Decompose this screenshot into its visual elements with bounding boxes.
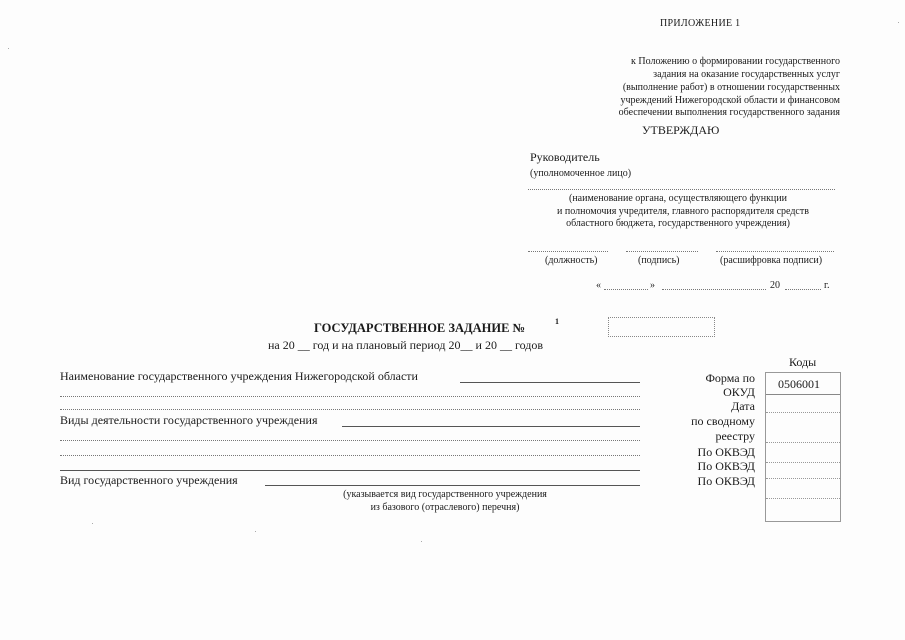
- institution-type-hint-1: (указывается вид государственного учреждения: [343, 489, 547, 500]
- scan-speck: [898, 22, 899, 23]
- scan-speck: [8, 48, 9, 49]
- decoding-label: (расшифровка подписи): [720, 255, 823, 266]
- date-year-line[interactable]: [785, 289, 821, 290]
- okud-code-cell[interactable]: [766, 373, 840, 395]
- extra-code-cell[interactable]: [766, 499, 840, 521]
- okud-label-2: ОКУД: [723, 385, 755, 399]
- codes-heading: Коды: [789, 355, 817, 369]
- activity-types-line-3[interactable]: [60, 455, 640, 456]
- task-number-box[interactable]: [608, 317, 715, 337]
- date-quote-open: «: [596, 280, 601, 291]
- okved-code-cell-3[interactable]: [766, 479, 840, 499]
- institution-name-line[interactable]: [460, 382, 640, 383]
- institution-name-line-3[interactable]: [60, 409, 640, 410]
- date-quote-close: »: [650, 280, 655, 291]
- okved-label-2: По ОКВЭД: [697, 459, 755, 473]
- date-day-line[interactable]: [604, 289, 648, 290]
- organ-hint-line-1: (наименование органа, осуществляющего функции: [569, 193, 787, 204]
- organ-hint-line-2: и полномочия учредителя, главного распорядителя средств: [557, 206, 809, 217]
- decoding-line[interactable]: [716, 251, 834, 252]
- date-label: Дата: [731, 399, 755, 413]
- activity-types-line-4[interactable]: [60, 470, 640, 471]
- organ-hint-line-3: областного бюджета, государственного учреждения): [566, 218, 790, 229]
- okved-label-1: По ОКВЭД: [697, 445, 755, 459]
- position-label: (должность): [545, 255, 598, 266]
- registry-code-cell[interactable]: [766, 413, 840, 443]
- scan-speck: [421, 541, 422, 542]
- registry-label-1: по сводному: [691, 414, 755, 428]
- codes-table: [765, 372, 841, 522]
- okud-code-value: 0506001: [778, 377, 820, 391]
- institution-name-line-2[interactable]: [60, 396, 640, 397]
- okved-code-cell-1[interactable]: [766, 443, 840, 463]
- institution-type-line[interactable]: [265, 485, 640, 486]
- scan-speck: [92, 523, 93, 524]
- institution-type-label: Вид государственного учреждения: [60, 473, 238, 487]
- annex-line-3: (выполнение работ) в отношении государственных: [622, 82, 840, 93]
- date-code-cell[interactable]: [766, 395, 840, 413]
- scan-speck: [255, 531, 256, 532]
- signature-line[interactable]: [626, 251, 698, 252]
- registry-label-2: реестру: [715, 429, 755, 443]
- date-year-prefix: 20: [770, 280, 780, 291]
- annex-line-2: задания на оказание государственных услуг: [653, 69, 840, 80]
- annex-line-5: обеспечении выполнения государственного задания: [618, 107, 840, 118]
- okud-label-1: Форма по: [705, 371, 755, 385]
- okved-label-3: По ОКВЭД: [697, 474, 755, 488]
- annex-title: ПРИЛОЖЕНИЕ 1: [660, 18, 741, 29]
- institution-type-hint-2: из базового (отраслевого) перечня): [370, 502, 520, 513]
- activity-types-line[interactable]: [342, 426, 640, 427]
- title-footnote: 1: [555, 317, 559, 326]
- signature-label: (подпись): [638, 255, 680, 266]
- annex-line-1: к Положению о формировании государственного: [631, 56, 840, 67]
- activity-types-label: Виды деятельности государственного учреждения: [60, 413, 318, 427]
- document-title: ГОСУДАРСТВЕННОЕ ЗАДАНИЕ №: [314, 321, 526, 335]
- document-period: на 20 __ год и на плановый период 20__ и 20 __ годов: [268, 338, 544, 352]
- position-line[interactable]: [528, 251, 608, 252]
- okved-code-cell-2[interactable]: [766, 463, 840, 479]
- activity-types-line-2[interactable]: [60, 440, 640, 441]
- institution-name-label: Наименование государственного учреждения Нижегородской области: [60, 369, 418, 383]
- approval-heading: УТВЕРЖДАЮ: [642, 123, 720, 137]
- organ-name-line[interactable]: [528, 189, 835, 190]
- authorized-person-label: (уполномоченное лицо): [530, 168, 632, 179]
- head-label: Руководитель: [530, 150, 600, 164]
- date-month-line[interactable]: [662, 289, 766, 290]
- date-year-suffix: г.: [824, 280, 830, 291]
- annex-line-4: учреждений Нижегородской области и финансовом: [620, 95, 840, 106]
